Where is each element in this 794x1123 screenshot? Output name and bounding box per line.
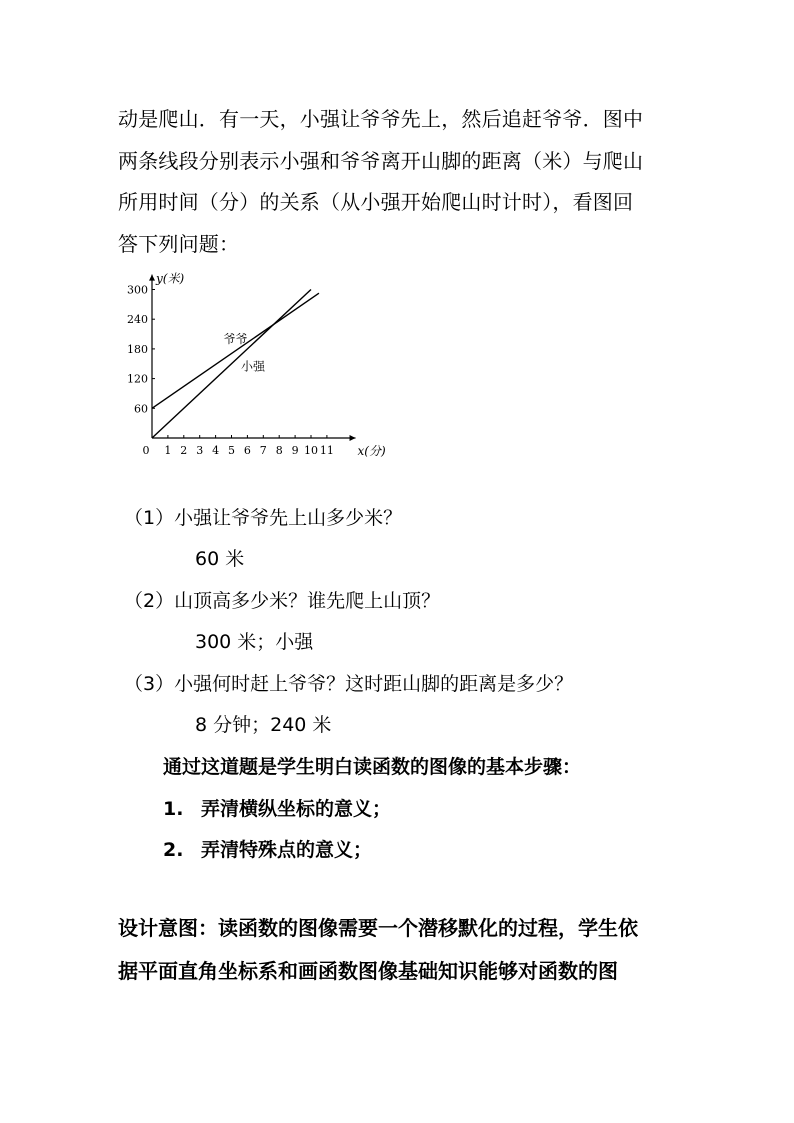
x-axis-arrow-icon	[350, 435, 356, 441]
y-tick-label: 240	[127, 313, 148, 327]
y-tick-label: 300	[127, 283, 148, 297]
x-tick-label: 9	[291, 444, 299, 457]
x-axis-label: x(分)	[357, 444, 386, 458]
intro-paragraph	[118, 99, 678, 265]
y-axis-arrow-icon	[149, 275, 155, 281]
answer-1: 60 米	[195, 548, 245, 570]
series-line-0	[152, 293, 319, 408]
x-tick-label: 2	[180, 444, 188, 457]
y-tick-label: 60	[134, 402, 148, 416]
step-text: 弄清横纵坐标的意义；	[201, 798, 392, 820]
intro-line: 所用时间（分）的关系（从小强开始爬山时计时），看图回	[118, 190, 634, 214]
x-tick-label: 5	[228, 444, 235, 457]
intro-line: 答下列问题：	[118, 231, 240, 256]
y-axis-label: y(米)	[156, 271, 185, 286]
design-line: 设计意图：读函数的图像需要一个潜移默化的过程，学生依	[118, 916, 638, 940]
x-tick-label: 10	[304, 444, 318, 457]
x-tick-label: 11	[319, 444, 334, 457]
x-tick-label: 6	[243, 444, 251, 457]
summary-step-2	[163, 835, 372, 862]
series-label-1: 小强	[241, 359, 266, 374]
design-line: 据平面直角坐标系和画函数图像基础知识能够对函数的图	[118, 959, 618, 983]
x-tick-label: 7	[259, 444, 267, 457]
x-tick-label: 8	[275, 444, 283, 457]
intro-line: 两条线段分别表示小强和爷爷离开山脚的距离（米）与爬山	[118, 148, 644, 173]
step-number: 2.	[163, 839, 184, 861]
summary-step-1	[163, 794, 391, 821]
step-number: 1.	[163, 798, 184, 820]
question-3: （3）小强何时赶上爷爷？这时距山脚的距离是多少？	[124, 673, 574, 695]
series-label-0: 爷爷	[223, 331, 248, 346]
answer-2: 300 米；小强	[195, 631, 314, 653]
y-tick-label: 180	[127, 342, 148, 356]
distance-time-chart	[127, 266, 387, 466]
design-intent-paragraph	[118, 907, 688, 993]
question-1: （1）小强让爷爷先上山多少米？	[124, 507, 403, 529]
series-line-1	[152, 290, 311, 439]
x-tick-label: 4	[212, 444, 220, 457]
step-text: 弄清特殊点的意义；	[201, 839, 373, 861]
answer-3: 8 分钟；240 米	[195, 714, 332, 736]
intro-line: 动是爬山．有一天，小强让爷爷先上，然后追赶爷爷．图中	[118, 107, 644, 131]
x-tick-label: 0	[142, 444, 150, 457]
y-tick-label: 120	[127, 372, 148, 386]
x-tick-label: 3	[196, 444, 204, 457]
question-2: （2）山顶高多少米？谁先爬上山顶？	[124, 590, 441, 612]
summary-title: 通过这道题是学生明白读函数的图像的基本步骤：	[163, 756, 582, 778]
x-tick-label: 1	[164, 444, 172, 457]
